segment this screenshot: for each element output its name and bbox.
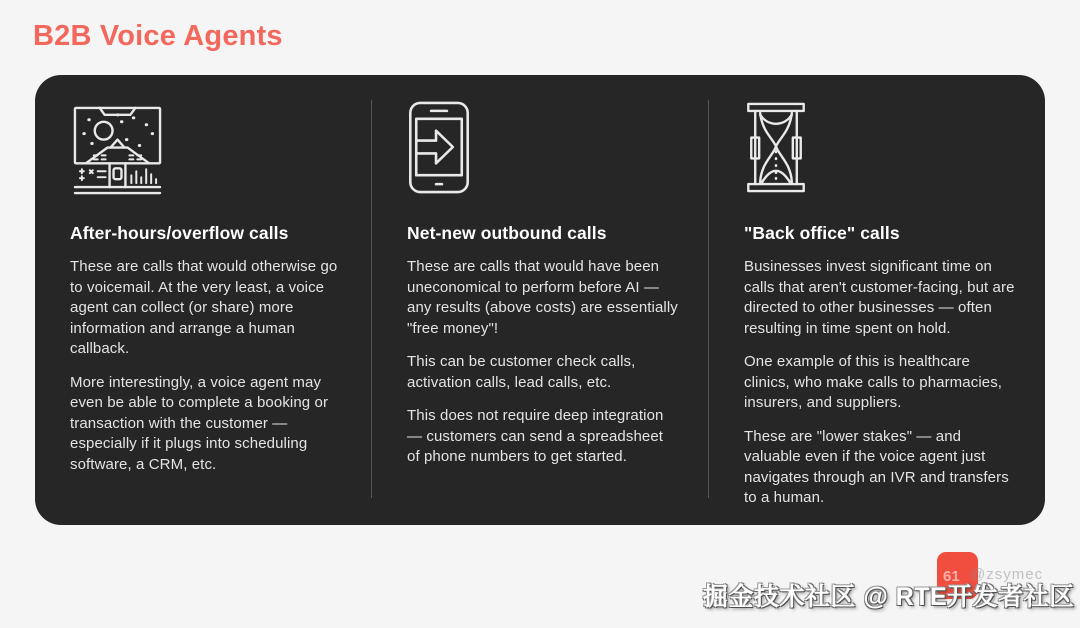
paragraph: This can be customer check calls, activation calls, lead calls, etc. [407, 353, 636, 391]
column-body [407, 257, 678, 468]
column-after-hours [35, 100, 371, 500]
paragraph: These are calls that would have been uneconomical to perform before AI — any results (above costs) are essentially "free money"! [407, 258, 678, 337]
content-card [35, 75, 1045, 525]
night-storefront-icon [70, 100, 341, 195]
watermark-faint-text: @zsymec [970, 566, 1044, 583]
watermark-text: 掘金技术社区 @ RTE开发者社区 [703, 583, 1075, 611]
paragraph: One example of this is healthcare clinics, who make calls to pharmacies, insurers, and suppliers. [744, 353, 1003, 411]
column-net-new-outbound [372, 100, 708, 500]
paragraph: More interestingly, a voice agent may even be able to complete a booking or transaction with the customer — especially if it plugs into scheduling software, a CRM, etc. [70, 373, 329, 473]
column-back-office [709, 100, 1045, 506]
paragraph: This does not require deep integration — customers can send a spreadsheet of phone numbers to get started. [407, 407, 664, 465]
column-heading: Net-new outbound calls [407, 223, 607, 243]
page-title: B2B Voice Agents [33, 20, 283, 52]
paragraph: Businesses invest significant time on calls that aren't customer-facing, but are directed to other businesses — often resulting in time spent on hold. [744, 258, 1015, 337]
hourglass-icon [744, 100, 1015, 195]
watermark-logo-icon: 61 [937, 552, 978, 599]
column-body [70, 257, 341, 475]
column-heading: After-hours/overflow calls [70, 223, 289, 243]
column-body [744, 257, 1015, 509]
outbound-phone-icon [407, 100, 678, 195]
paragraph: These are calls that would otherwise go to voicemail. At the very least, a voice agent can collect (or share) more information and arrange a human callback. [70, 258, 338, 357]
column-heading: "Back office" calls [744, 223, 900, 243]
paragraph: These are "lower stakes" — and valuable even if the voice agent just navigates through an IVR and transfers to a human. [744, 427, 1009, 506]
